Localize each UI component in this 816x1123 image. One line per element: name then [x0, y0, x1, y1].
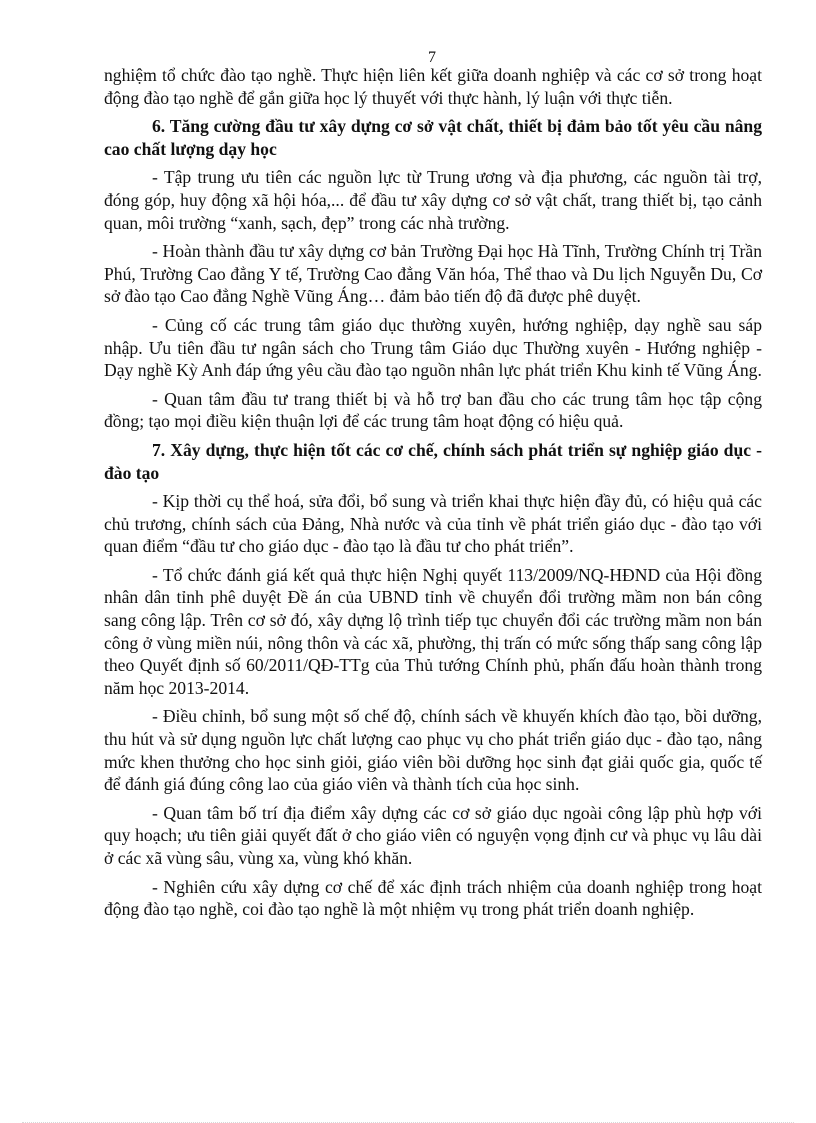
paragraph: - Kịp thời cụ thể hoá, sửa đổi, bổ sung và triển khai thực hiện đầy đủ, có hiệu quả các chủ trương, chính sách của Đảng, Nhà nước và của tỉnh về phát triển giáo dục - đào tạo với quan điểm “đầu tư cho giáo dục - đào tạo là đầu tư cho phát triển”. [104, 491, 762, 557]
paragraph: - Hoàn thành đầu tư xây dựng cơ bản Trường Đại học Hà Tĩnh, Trường Chính trị Trần Phú, Trường Cao đẳng Y tế, Trường Cao đẳng Văn hóa, Thể thao và Du lịch Nguyễn Du, Cơ sở đào tạo Cao đẳng Nghề Vũng Áng… đảm bảo tiến độ đã được phê duyệt. [104, 241, 762, 307]
section-heading-6: 6. Tăng cường đầu tư xây dựng cơ sở vật chất, thiết bị đảm bảo tốt yêu cầu nâng cao chất lượng dạy học [104, 116, 762, 159]
section-heading-7: 7. Xây dựng, thực hiện tốt các cơ chế, chính sách phát triển sự nghiệp giáo dục - đào tạo [104, 439, 762, 483]
paragraph: - Quan tâm đầu tư trang thiết bị và hỗ trợ ban đầu cho các trung tâm học tập cộng đồng; tạo mọi điều kiện thuận lợi để các trung tâm hoạt động có hiệu quả. [104, 388, 762, 432]
paragraph: - Củng cố các trung tâm giáo dục thường xuyên, hướng nghiệp, dạy nghề sau sáp nhập. Ưu tiên đầu tư ngân sách cho Trung tâm Giáo dục Thường xuyên - Hướng nghiệp - Dạy nghề Kỳ Anh đáp ứng yêu cầu đào tạo nguồn nhân lực phát triển Khu kinh tế Vũng Áng. [104, 314, 762, 381]
paragraph: - Nghiên cứu xây dựng cơ chế để xác định trách nhiệm của doanh nghiệp trong hoạt động đào tạo nghề, coi đào tạo nghề là một nhiệm vụ trong phát triển doanh nghiệp. [104, 876, 762, 920]
page-number: 7 [428, 49, 436, 66]
paragraph: - Tổ chức đánh giá kết quả thực hiện Nghị quyết 113/2009/NQ-HĐND của Hội đồng nhân dân tỉnh phê duyệt Đề án của UBND tỉnh về chuyển đổi trường mầm non bán công sang công lập. Trên cơ sở đó, xây dựng lộ trình tiếp tục chuyển đổi các trường mầm non bán công ở vùng miền núi, nông thôn và các xã, phường, thị trấn có mức sống thấp sang công lập theo Quyết định số 60/2011/QĐ-TTg của Thủ tướng Chính phủ, phấn đấu hoàn thành trong năm học 2013-2014. [104, 564, 762, 698]
paragraph-continuation: nghiệm tổ chức đào tạo nghề. Thực hiện liên kết giữa doanh nghiệp và các cơ sở trong hoạt động đào tạo nghề để gắn giữa học lý thuyết với thực hành, lý luận với thực tiễn. [104, 65, 762, 108]
document-body [104, 64, 762, 927]
paragraph: - Quan tâm bố trí địa điểm xây dựng các cơ sở giáo dục ngoài công lập phù hợp với quy hoạch; ưu tiên giải quyết đất ở cho giáo viên có nguyện vọng định cư và phục vụ lâu dài ở các xã vùng sâu, vùng xa, vùng khó khăn. [104, 802, 762, 868]
paragraph: - Điều chỉnh, bổ sung một số chế độ, chính sách về khuyến khích đào tạo, bồi dưỡng, thu hút và sử dụng nguồn lực chất lượng cao phục vụ cho phát triển giáo dục - đào tạo, nâng mức khen thưởng cho học sinh giỏi, giáo viên bồi dưỡng học sinh đạt giải quốc gia, quốc tế để đánh giá đúng công lao của giáo viên và thành tích của học sinh. [104, 706, 762, 795]
paragraph: - Tập trung ưu tiên các nguồn lực từ Trung ương và địa phương, các nguồn tài trợ, đóng góp, huy động xã hội hóa,... để đầu tư xây dựng cơ sở vật chất, trang thiết bị, tạo cảnh quan, môi trường “xanh, sạch, đẹp” trong các nhà trường. [104, 167, 762, 233]
